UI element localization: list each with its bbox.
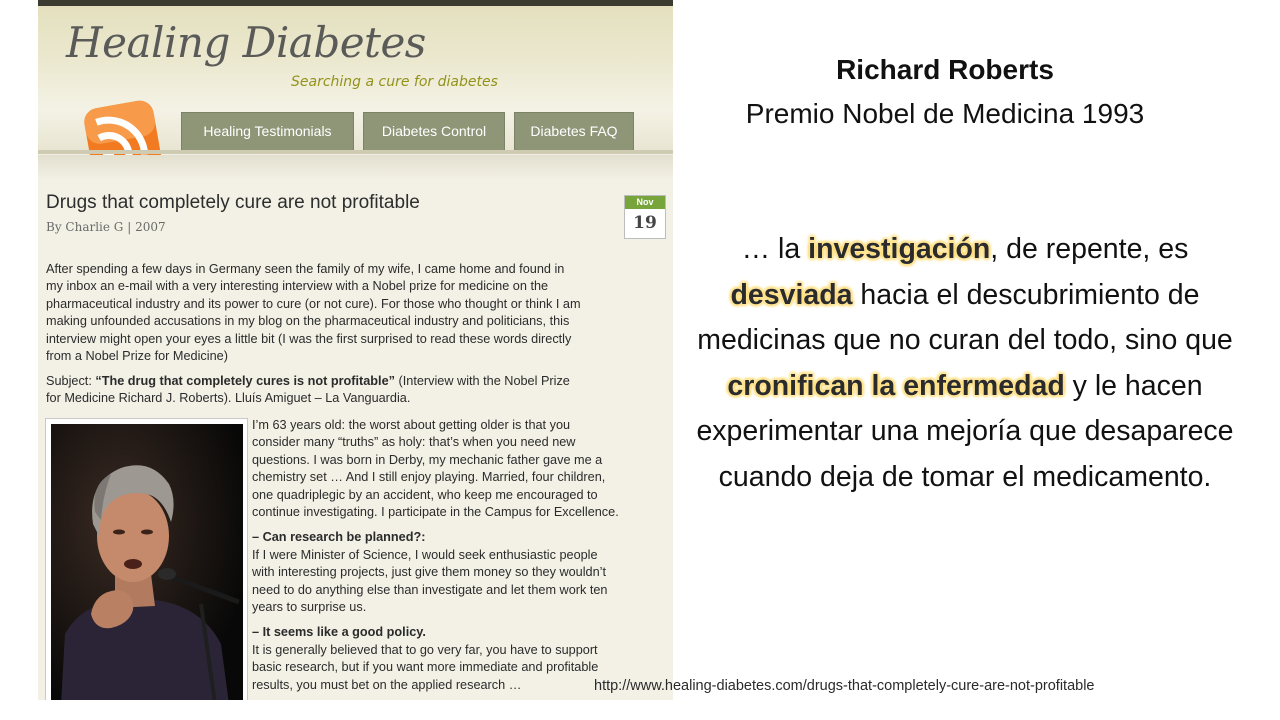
tab-diabetes-faq[interactable]: Diabetes FAQ — [514, 112, 634, 153]
text-line: with interesting projects, just give them money so they wouldn’t — [252, 565, 607, 580]
subject-prefix: Subject: — [46, 374, 96, 388]
site-title[interactable]: Healing Diabetes — [66, 18, 426, 67]
text-line: basic research, but if you want more immediate and profitable — [252, 660, 599, 675]
quote-segment: … la — [741, 233, 809, 265]
paragraph-line: interview might open your eyes a little bit (I was the first surprised to read these words directly — [46, 331, 572, 346]
source-url[interactable]: http://www.healing-diabetes.com/drugs-that-completely-cure-are-not-profitable — [594, 678, 1095, 694]
intro-paragraph — [46, 261, 671, 365]
paragraph-line: After spending a few days in Germany seen the family of my wife, I came home and found in — [46, 262, 565, 276]
quote-highlight-investigacion: investigación — [808, 233, 991, 265]
paragraph-line: my inbox an e-mail with a very interesting interview with a Nobel prize for medicine on the — [46, 279, 549, 294]
text-line: one quadriplegic by an accident, who keep me encouraged to — [252, 487, 598, 502]
text-line: years to surprise us. — [252, 600, 367, 615]
quote-text — [690, 227, 1240, 500]
text-line: It is generally believed that to go very far, you have to support — [252, 642, 598, 657]
quote-highlight-desviada: desviada — [730, 278, 853, 311]
text-line: continue investigating. I participate in the Campus for Excellence. — [252, 505, 619, 520]
date-month: Nov — [625, 196, 665, 209]
paragraph-line: making unfounded accusations in my blog on the pharmaceutical industry and politicians, this — [46, 314, 570, 329]
paragraph-line: from a Nobel Prize for Medicine) — [46, 349, 228, 364]
subject-line — [46, 373, 671, 390]
text-line: questions. I was born in Derby, my mechanic father gave me a — [252, 452, 603, 467]
portrait-photo-frame — [45, 418, 248, 700]
quote-segment: , de repente, es — [990, 233, 1189, 265]
site-header — [38, 0, 673, 153]
answer-1 — [252, 417, 672, 521]
quote-highlight-cronifican: cronifican la enfermedad — [727, 369, 1065, 402]
tab-diabetes-control[interactable]: Diabetes Control — [363, 112, 505, 153]
post-byline: By Charlie G | 2007 — [46, 220, 166, 234]
post-content — [38, 155, 673, 700]
subject-title: “The drug that completely cures is not profitable” — [95, 374, 395, 388]
portrait-photo — [51, 424, 243, 700]
question-2: – Can research be planned?: — [252, 530, 426, 545]
text-line: If I were Minister of Science, I would seek enthusiastic people — [252, 547, 598, 562]
text-line: chemistry set … And I still enjoy playing. Married, four children, — [252, 470, 606, 485]
paragraph-line: pharmaceutical industry and its power to cure (or not cure). For those who thought or think I am — [46, 296, 581, 311]
subject-line-2: for Medicine Richard J. Roberts). Lluís Amiguet – La Vanguardia. — [46, 391, 411, 406]
text-line: need to do anything else than investigate and let them work ten — [252, 582, 608, 597]
subject-rest: (Interview with the Nobel Prize — [394, 374, 570, 388]
site-tagline: Searching a cure for diabetes — [291, 74, 498, 90]
blog-screenshot — [38, 0, 673, 700]
nav-divider — [38, 150, 673, 154]
text-line: consider many “truths” as holy: that’s when you need new — [252, 435, 576, 450]
text-line: results, you must bet on the applied research … — [252, 677, 522, 692]
quote-segment: y le hacen experimentar una mejoría que desaparece cuando deja de tomar el medicamento. — [696, 369, 1234, 493]
text-line: I’m 63 years old: the worst about getting older is that you — [252, 418, 571, 432]
date-day: 19 — [633, 213, 657, 233]
tab-healing-testimonials[interactable]: Healing Testimonials — [181, 112, 354, 153]
subject-paragraph — [46, 373, 671, 408]
question-3: – It seems like a good policy. — [252, 625, 426, 640]
calendar-date-badge — [624, 195, 666, 239]
speaker-name: Richard Roberts — [836, 54, 1054, 85]
quote-segment: hacia el descubrimiento de medicinas que no curan del todo, sino que — [697, 278, 1233, 356]
interview-text — [252, 417, 672, 700]
speaker-award: Premio Nobel de Medicina 1993 — [745, 98, 1145, 129]
rss-icon[interactable] — [78, 96, 168, 156]
post-title[interactable]: Drugs that completely cure are not profitable — [46, 192, 420, 213]
qa-2 — [252, 529, 672, 616]
